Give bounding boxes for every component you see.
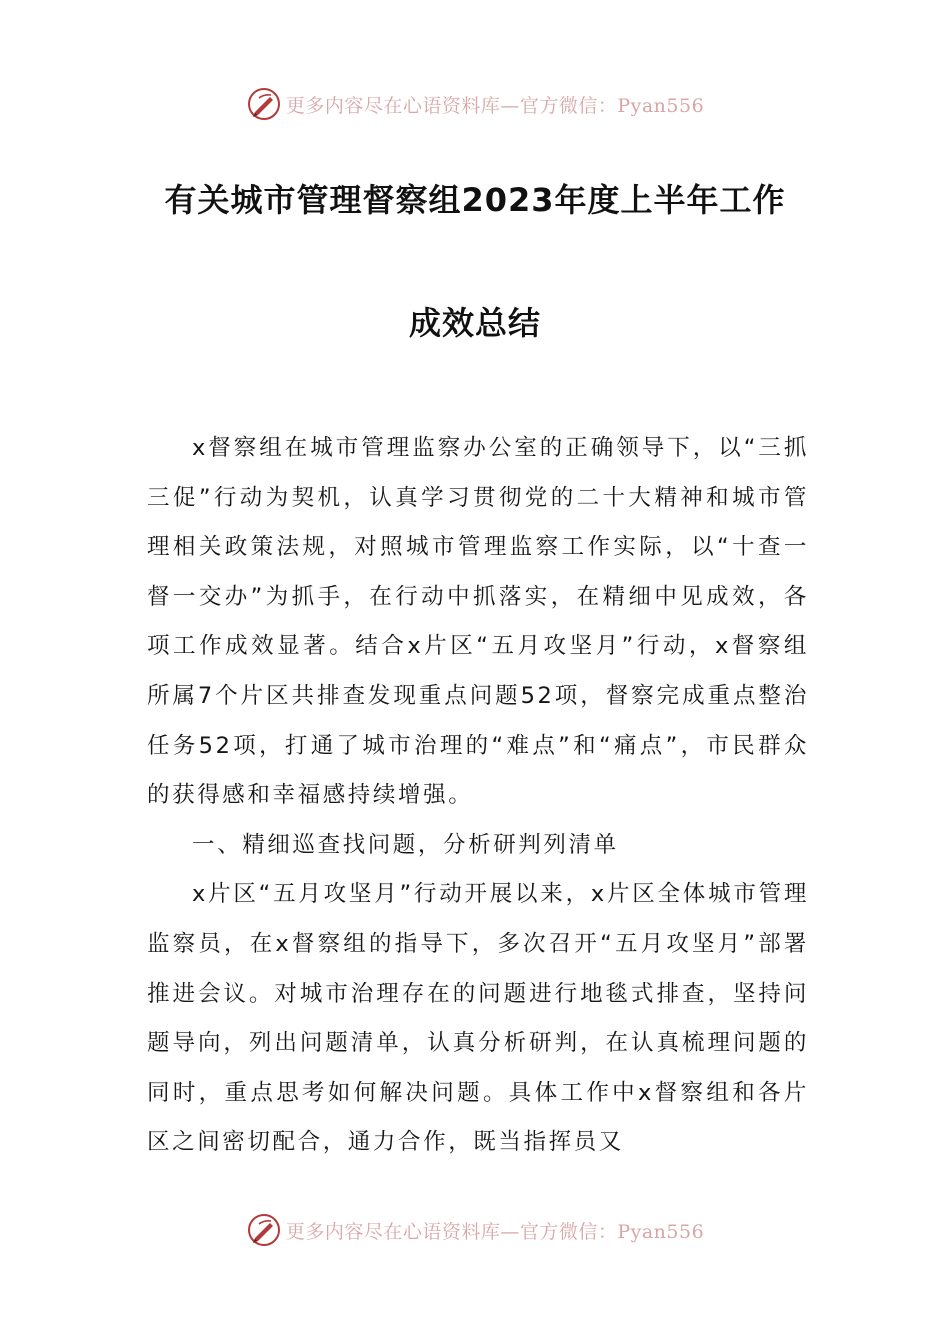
footer-watermark: [0, 1210, 950, 1250]
pen-logo-icon: [246, 86, 282, 122]
paragraph-intro: x督察组在城市管理监察办公室的正确领导下，以“三抓三促”行动为契机，认真学习贯彻党的二十大精神和城市管理相关政策法规，对照城市管理监察工作实际，以“十查一督一交办”为抓手，在行动中抓落实，在精细中见成效，各项工作成效显著。结合x片区“五月攻坚月”行动，x督察组所属7个片区共排查发现重点问题52项，督察完成重点整治任务52项，打通了城市治理的“难点”和“痛点”，市民群众的获得感和幸福感持续增强。: [147, 435, 809, 809]
document-title-line2: 成效总结: [408, 304, 541, 342]
document-title-line1: 有关城市管理督察组2023年度上半年工作: [164, 181, 786, 219]
watermark-text: 更多内容尽在心语资料库—官方微信：Pyan556: [285, 94, 705, 117]
header-watermark: [0, 84, 950, 124]
watermark-text: 更多内容尽在心语资料库—官方微信：Pyan556: [285, 1220, 705, 1243]
section-heading-1: 一、精细巡查找问题，分析研判列清单: [192, 831, 619, 858]
document-body: [147, 424, 809, 1168]
paragraph-section-1: x片区“五月攻坚月”行动开展以来，x片区全体城市管理监察员，在x督察组的指导下，多次召开“五月攻坚月”部署推进会议。对城市治理存在的问题进行地毯式排查，坚持问题导向，列出问题清单，认真分析研判，在认真梳理问题的同时，重点思考如何解决问题。具体工作中x督察组和各片区之间密切配合，通力合作，既当指挥员又: [147, 881, 809, 1156]
pen-logo-icon: [246, 1212, 282, 1248]
